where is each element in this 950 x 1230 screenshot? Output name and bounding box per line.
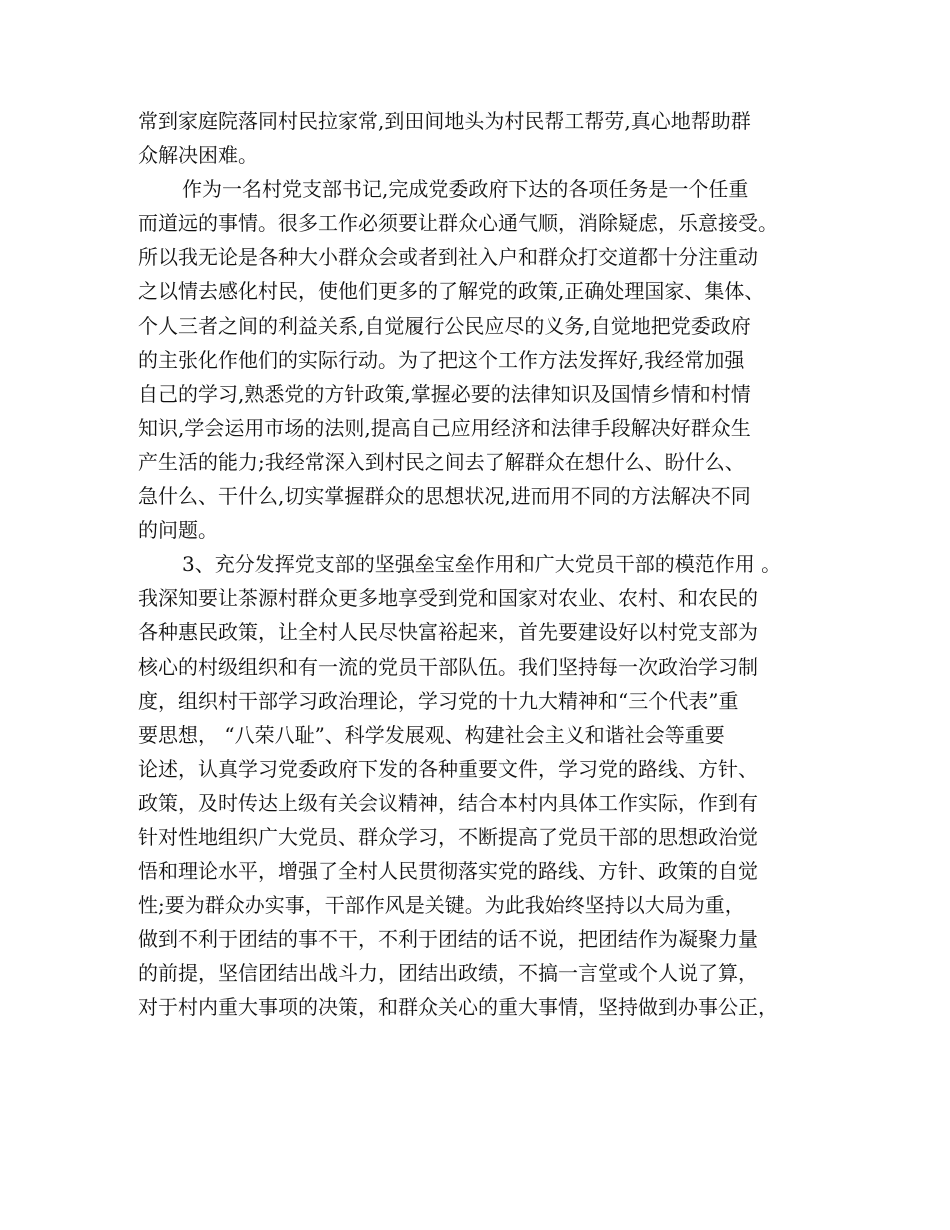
text-line: 自己的学习,熟悉党的方针政策,掌握必要的法律知识及国情乡情和村情 [138,381,751,406]
text-line: 要思想， “八荣八耻”、科学发展观、构建社会主义和谐社会等重要 [138,722,725,747]
text-line: 常到家庭院落同村民拉家常,到田间地头为村民帮工帮劳,真心地帮助群 [138,109,751,133]
text-line: 核心的村级组织和有一流的党员干部队伍。我们坚持每一次政治学习制 [138,654,758,679]
text-line: 的问题。 [138,518,218,543]
text-line: 而道远的事情。很多工作必须要让群众心通气顺，消除疑虑，乐意接受。 [138,211,778,236]
text-line: 作为一名村党支部书记,完成党委政府下达的各项任务是一个任重 [182,177,749,202]
text-line: 之以情去感化村民，使他们更多的了解党的政策,正确处理国家、集体、 [138,279,765,304]
text-line: 的主张化作他们的实际行动。为了把这个工作方法发挥好,我经常加强 [138,347,745,372]
text-line: 个人三者之间的利益关系,自觉履行公民应尽的义务,自觉地把党委政府 [138,313,751,338]
text-line: 众解决困难。 [138,143,258,168]
text-line: 3、充分发挥党支部的坚强垒宝垒作用和广大党员干部的模范作用 。 [182,552,782,577]
text-line: 针对性地组织广大党员、群众学习，不断提高了党员干部的思想政治觉 [138,824,758,849]
text-line: 性;要为群众办实事，干部作风是关键。为此我始终坚持以大局为重， [138,893,745,918]
text-line: 的前提，坚信团结出战斗力，团结出政绩，不搞一言堂或个人说了算， [138,961,758,986]
text-line: 对于村内重大事项的决策，和群众关心的重大事情，坚持做到办事公正， [138,995,778,1020]
text-line: 产生活的能力;我经常深入到村民之间去了解群众在想什么、盼什么、 [138,449,745,474]
text-line: 所以我无论是各种大小群众会或者到社入户和群众打交道都十分注重动 [138,245,758,270]
text-line: 做到不利于团结的事不干，不利于团结的话不说，把团结作为凝聚力量 [138,927,758,952]
text-line: 知识,学会运用市场的法则,提高自己应用经济和法律手段解决好群众生 [138,415,751,440]
text-line: 各种惠民政策，让全村人民尽快富裕起来，首先要建设好以村党支部为 [138,620,758,645]
text-line: 论述，认真学习党委政府下发的各种重要文件，学习党的路线、方针、 [138,756,758,781]
text-line: 急什么、干什么,切实掌握群众的思想状况,进而用不同的方法解决不同 [138,484,751,509]
body-text [138,104,838,1025]
text-line: 政策，及时传达上级有关会议精神，结合本村内具体工作实际，作到有 [138,790,758,815]
text-line: 度，组织村干部学习政治理论，学习党的十九大精神和“三个代表”重 [138,688,739,713]
text-line: 我深知要让茶源村群众更多地享受到党和国家对农业、农村、和农民的 [138,586,758,611]
text-line: 悟和理论水平，增强了全村人民贯彻落实党的路线、方针、政策的自觉 [138,859,758,884]
